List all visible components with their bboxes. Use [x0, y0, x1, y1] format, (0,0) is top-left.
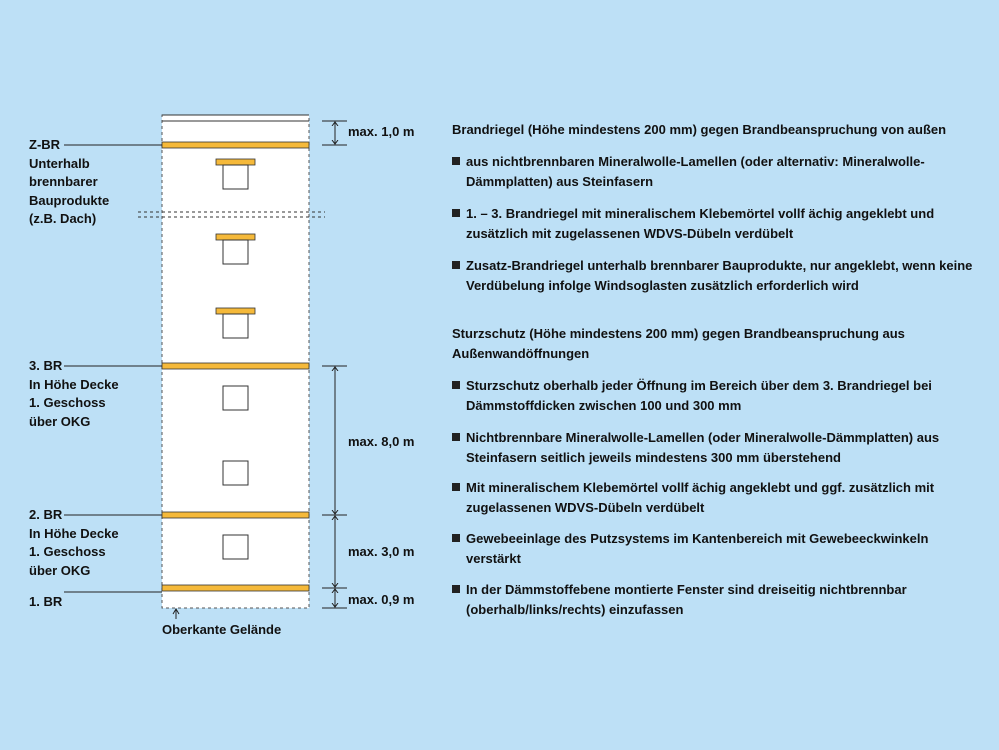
dim-label-middle: max. 3,0 m [348, 544, 415, 559]
section2-bullet-4: Gewebeeinlage des Putzsystems im Kantenbereich mit Gewebeeckwinkeln verstärkt [452, 529, 986, 568]
section1-bullet-3: Zusatz-Brandriegel unterhalb brennbarer Bauprodukte, nur angeklebt, wenn keine Verdübelung infolge Windsoglasten zusätzlich erforderlich wird [452, 256, 986, 295]
dim-label-top: max. 1,0 m [348, 124, 415, 139]
section2-bullet-2: Nichtbrennbare Mineralwolle-Lamellen (oder Mineralwolle-Dämmplatten) aus Steinfasern seitlich jeweils mindestens 300 mm überstehend [452, 428, 986, 467]
sturzschutz-1 [216, 159, 255, 165]
dim-label-upper: max. 8,0 m [348, 434, 415, 449]
brand-riegel-1 [162, 585, 309, 591]
label-z-br: Z-BR Unterhalb brennbarer Bauprodukte (z.B. Dach) [29, 137, 110, 226]
section2-bullet-3: Mit mineralischem Klebemörtel vollf ächig angeklebt und ggf. zusätzlich mit zugelassenen WDVS-Dübeln verdübelt [452, 478, 986, 517]
label-1-br: 1. BR [29, 594, 63, 609]
brand-riegel-3 [162, 363, 309, 369]
section1-bullet-2: 1. – 3. Brandriegel mit mineralischem Klebemörtel vollf ächig angeklebt und zusätzlich mit zugelassenen WDVS-Dübeln verdübelt [452, 204, 986, 243]
section1-bullet-1: aus nichtbrennbaren Mineralwolle-Lamellen (oder alternativ: Mineralwolle-Dämmplatten) aus Steinfasern [452, 152, 986, 191]
window-4 [223, 386, 248, 410]
label-3-br: 3. BR In Höhe Decke 1. Geschoss über OKG [29, 358, 119, 429]
window-5 [223, 461, 248, 485]
sturzschutz-2 [216, 234, 255, 240]
brand-riegel-zbr [162, 142, 309, 148]
sturzschutz-3 [216, 308, 255, 314]
section1-heading: Brandriegel (Höhe mindestens 200 mm) gegen Brandbeanspruchung von außen [452, 122, 947, 137]
ground-label: Oberkante Gelände [162, 622, 282, 637]
dim-label-bottom: max. 0,9 m [348, 592, 415, 607]
brand-riegel-2 [162, 512, 309, 518]
section2-bullet-5: In der Dämmstoffebene montierte Fenster sind dreiseitig nichtbrennbar (oberhalb/links/rechts) einzufassen [452, 580, 986, 619]
window-3 [223, 314, 248, 338]
window-1 [223, 165, 248, 189]
section2-bullet-1: Sturzschutz oberhalb jeder Öffnung im Bereich über dem 3. Brandriegel bei Dämmstoffdicken zwischen 100 und 300 mm [452, 376, 986, 415]
window-2 [223, 240, 248, 264]
window-6 [223, 535, 248, 559]
label-2-br: 2. BR In Höhe Decke 1. Geschoss über OKG [29, 507, 119, 578]
section2-heading: Sturzschutz (Höhe mindestens 200 mm) gegen Brandbeanspruchung aus Außenwandöffnungen [452, 326, 905, 361]
